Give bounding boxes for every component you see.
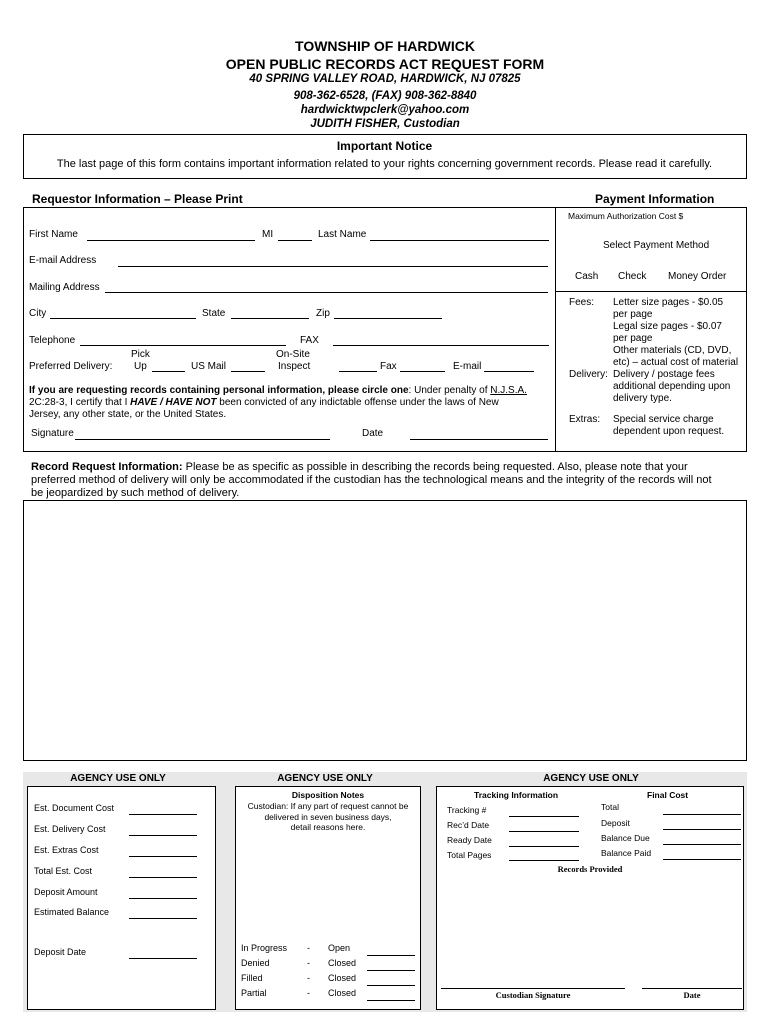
- last-name-field[interactable]: [370, 240, 549, 241]
- total-label: Total: [601, 802, 619, 812]
- important-notice-box: [23, 134, 747, 179]
- phones: 908-362-6528, (FAX) 908-362-8840: [293, 90, 477, 102]
- status-dash: -: [307, 973, 310, 983]
- records-provided-label: Records Provided: [557, 864, 623, 874]
- balance-due-field[interactable]: [663, 844, 741, 845]
- fax-delivery-label: Fax: [380, 361, 397, 372]
- ready-date-field[interactable]: [509, 846, 579, 847]
- signature-label: Signature: [31, 428, 74, 439]
- deposit-amount-label: Deposit Amount: [34, 887, 98, 897]
- inspect-field[interactable]: [339, 371, 377, 372]
- total-field[interactable]: [663, 814, 741, 815]
- custodian-date-field[interactable]: [642, 988, 742, 989]
- inspect-label: Inspect: [278, 361, 311, 372]
- ready-date-label: Ready Date: [447, 835, 492, 845]
- money-order-option[interactable]: Money Order: [668, 271, 727, 282]
- agency-col1-title: AGENCY USE ONLY: [70, 773, 166, 784]
- agency-col3-title: AGENCY USE ONLY: [543, 773, 639, 784]
- custodian-name: JUDITH FISHER, Custodian: [310, 118, 460, 130]
- pick-label: Pick: [131, 349, 150, 360]
- status-closed[interactable]: Closed: [328, 988, 357, 998]
- status-open-field[interactable]: [367, 955, 415, 956]
- delivery-label: Delivery:: [569, 369, 608, 380]
- deposit-label: Deposit: [601, 818, 630, 828]
- township-name: TOWNSHIP OF HARDWICK: [295, 38, 475, 54]
- status-filled[interactable]: Filled: [241, 973, 263, 983]
- tracking-number-label: Tracking #: [447, 805, 487, 815]
- status-closed[interactable]: Closed: [328, 958, 357, 968]
- balance-due-label: Balance Due: [601, 833, 650, 843]
- recd-date-label: Rec’d Date: [447, 820, 490, 830]
- usmail-label: US Mail: [191, 361, 227, 372]
- disposition-panel: [235, 786, 421, 1010]
- total-est-cost-label: Total Est. Cost: [34, 866, 93, 876]
- est-document-cost-label: Est. Document Cost: [34, 803, 115, 813]
- signature-field[interactable]: [75, 439, 330, 440]
- status-open[interactable]: Open: [328, 943, 351, 953]
- certification-line1: If you are requesting records containing personal information, please circle one: Under penalty of N.J.S.A.: [29, 385, 527, 396]
- onsite-label: On-Site: [276, 349, 310, 360]
- extras-list: Special service charge dependent upon request.: [613, 414, 725, 437]
- cash-option[interactable]: Cash: [575, 271, 599, 282]
- requestor-heading: Requestor Information – Please Print: [32, 192, 243, 206]
- est-delivery-cost-field[interactable]: [129, 835, 197, 836]
- record-request-text: Record Request Information: Please be as specific as possible in describing the records being requested. Also, please note that your preferred method of delivery will only be accommodated if the custodian has the technological means and the integrity of the records will not be jeopardized by such method of delivery.: [31, 461, 712, 499]
- mi-field[interactable]: [278, 240, 312, 241]
- fees-label: Fees:: [569, 297, 595, 308]
- est-delivery-cost-label: Est. Delivery Cost: [34, 824, 106, 834]
- payment-separator: [555, 291, 747, 292]
- usmail-field[interactable]: [231, 371, 265, 372]
- have-option[interactable]: HAVE: [130, 397, 158, 408]
- tracking-panel: [436, 786, 744, 1010]
- notice-text: The last page of this form contains important information related to your rights concerning government records. Please read it carefully.: [56, 158, 713, 170]
- status-closed-field[interactable]: [367, 1000, 415, 1001]
- status-in-progress[interactable]: In Progress: [241, 943, 288, 953]
- est-extras-cost-field[interactable]: [129, 856, 197, 857]
- balance-paid-field[interactable]: [663, 859, 741, 860]
- city-label: City: [29, 308, 47, 319]
- disposition-instructions: Custodian: If any part of request cannot be delivered in seven business days, detail reasons here.: [247, 801, 409, 832]
- pickup-field[interactable]: [152, 371, 185, 372]
- last-name-label: Last Name: [318, 229, 367, 240]
- status-dash: -: [307, 943, 310, 953]
- status-dash: -: [307, 958, 310, 968]
- check-option[interactable]: Check: [618, 271, 647, 282]
- status-partial[interactable]: Partial: [241, 988, 267, 998]
- custodian-signature-label: Custodian Signature: [495, 990, 571, 1000]
- estimated-balance-label: Estimated Balance: [34, 907, 110, 917]
- mi-label: MI: [262, 229, 274, 240]
- date-label: Date: [362, 428, 384, 439]
- record-request-box[interactable]: [23, 500, 747, 761]
- agency-col2-title: AGENCY USE ONLY: [277, 773, 373, 784]
- deposit-field[interactable]: [663, 829, 741, 830]
- status-denied[interactable]: Denied: [241, 958, 270, 968]
- city-field[interactable]: [50, 318, 196, 319]
- certification-line3: Jersey, any other state, or the United States.: [29, 409, 227, 420]
- max-auth-label: Maximum Authorization Cost $: [568, 211, 684, 221]
- pickup-label: Up: [134, 361, 147, 372]
- extras-label: Extras:: [569, 414, 601, 425]
- delivery-fees-list: Delivery / postage fees additional depending upon delivery type.: [613, 369, 731, 404]
- payment-divider: [555, 207, 556, 452]
- state-label: State: [202, 308, 226, 319]
- total-est-cost-field[interactable]: [129, 877, 197, 878]
- certification-line2: 2C:28-3, I certify that I HAVE / HAVE NOT been convicted of any indictable offense under the laws of New: [29, 397, 499, 408]
- status-closed-field[interactable]: [367, 970, 415, 971]
- address: 40 SPRING VALLEY ROAD, HARDWICK, NJ 07825: [249, 73, 521, 85]
- tracking-number-field[interactable]: [509, 816, 579, 817]
- tracking-title: Tracking Information: [474, 790, 559, 800]
- fax-delivery-field[interactable]: [400, 371, 445, 372]
- telephone-field[interactable]: [80, 345, 286, 346]
- custodian-signature-field[interactable]: [441, 988, 625, 989]
- status-closed[interactable]: Closed: [328, 973, 357, 983]
- custodian-date-label: Date: [683, 990, 701, 1000]
- deposit-date-field[interactable]: [129, 958, 197, 959]
- mailing-label: Mailing Address: [29, 282, 100, 293]
- balance-paid-label: Balance Paid: [601, 848, 652, 858]
- email-label: E-mail Address: [29, 255, 97, 266]
- deposit-date-label: Deposit Date: [34, 947, 87, 957]
- agency-costs-panel: [27, 786, 216, 1010]
- date-field[interactable]: [410, 439, 548, 440]
- zip-label: Zip: [316, 308, 330, 319]
- status-closed-field[interactable]: [367, 985, 415, 986]
- est-document-cost-field[interactable]: [129, 814, 197, 815]
- preferred-delivery-label: Preferred Delivery:: [29, 361, 113, 372]
- recd-date-field[interactable]: [509, 831, 579, 832]
- total-pages-field[interactable]: [509, 860, 579, 861]
- fax-label: FAX: [300, 335, 319, 346]
- status-dash: -: [307, 988, 310, 998]
- state-field[interactable]: [231, 318, 309, 319]
- select-payment-label: Select Payment Method: [603, 240, 710, 251]
- email-address: hardwicktwpclerk@yahoo.com: [300, 104, 470, 116]
- final-cost-title: Final Cost: [647, 790, 689, 800]
- first-name-field[interactable]: [87, 240, 255, 241]
- disposition-title: Disposition Notes: [291, 790, 365, 800]
- email-delivery-label: E-mail: [453, 361, 482, 372]
- have-not-option[interactable]: HAVE NOT: [165, 397, 217, 408]
- estimated-balance-field[interactable]: [129, 918, 197, 919]
- first-name-label: First Name: [29, 229, 78, 240]
- fees-list: Letter size pages - $0.05 per page Legal size pages - $0.07 per page Other materials (CD, DVD, etc) – actual cost of material: [613, 297, 739, 368]
- zip-field[interactable]: [334, 318, 442, 319]
- deposit-amount-field[interactable]: [129, 898, 197, 899]
- fax-field[interactable]: [333, 345, 549, 346]
- notice-title: Important Notice: [336, 139, 433, 153]
- email-delivery-field[interactable]: [484, 371, 534, 372]
- total-pages-label: Total Pages: [447, 850, 492, 860]
- form-title: OPEN PUBLIC RECORDS ACT REQUEST FORM: [225, 56, 545, 72]
- email-field[interactable]: [118, 266, 548, 267]
- est-extras-cost-label: Est. Extras Cost: [34, 845, 99, 855]
- telephone-label: Telephone: [29, 335, 76, 346]
- payment-heading: Payment Information: [595, 192, 715, 206]
- mailing-field[interactable]: [105, 292, 548, 293]
